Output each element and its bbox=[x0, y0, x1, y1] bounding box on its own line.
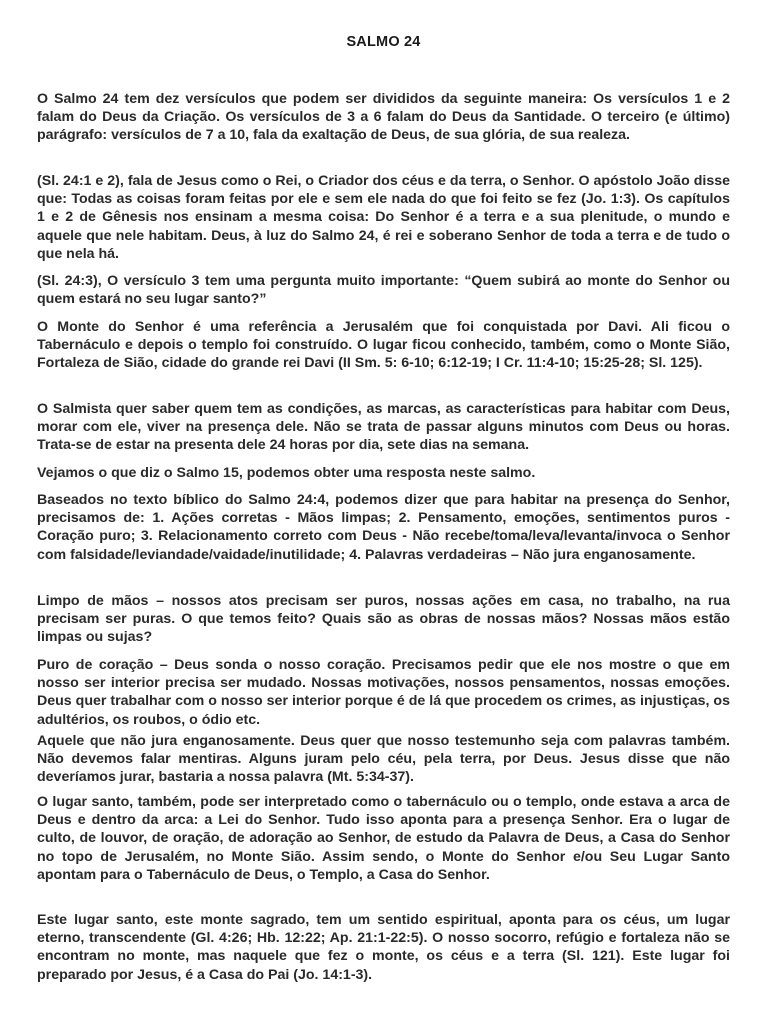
document-page bbox=[37, 0, 730, 1024]
paragraph-lugar-santo: O lugar santo, também, pode ser interpretado como o tabernáculo ou o templo, onde estava a arca de Deus e dentro da arca: a Lei do Senhor. Tudo isso aponta para a presença Senhor. Era o lugar de culto, de louvor, de oração, de adoração ao Senhor, de estudo da Palavra de Deus, a Casa do Senhor no topo de Jerusalém, no Monte Sião. Assim sendo, o Monte do Senhor e/ou Seu Lugar Santo apontam para o Tabernáculo de Deus, o Templo, a Casa do Senhor. bbox=[37, 794, 730, 883]
paragraph-sentido-espiritual: Este lugar santo, este monte sagrado, tem um sentido espiritual, aponta para os céus, um lugar eterno, transcendente (Gl. 4:26; Hb. 12:22; Ap. 21:1-22:5). O nosso socorro, refúgio e fortaleza não se encontram no monte, mas naquele que fez o monte, os céus e a terra (Sl. 121). Este lugar foi preparado por Jesus, é a Casa do Pai (Jo. 14:1-3). bbox=[37, 912, 730, 983]
paragraph-salmo-15: Vejamos o que diz o Salmo 15, podemos obter uma resposta neste salmo. bbox=[37, 465, 536, 481]
paragraph-verses-1-2: (Sl. 24:1 e 2), fala de Jesus como o Rei, o Criador dos céus e da terra, o Senhor. O apóstolo João disse que: Todas as coisas foram feitas por ele e sem ele nada do que foi feito se fez (Jo. 1:3). Os capítulos 1 e 2 de Gênesis nos ensinam a mesma coisa: Do Senhor é a terra e a sua plenitude, o mundo e aquele que nele habitam. Deus, à luz do Salmo 24, é rei e soberano Senhor de toda a terra e de tudo o que nela há. bbox=[37, 173, 730, 262]
paragraph-monte-do-senhor: O Monte do Senhor é uma referência a Jerusalém que foi conquistada por Davi. Ali ficou o Tabernáculo e depois o templo foi construído. O lugar ficou conhecido, também, como o Monte Sião, Fortaleza de Sião, cidade do grande rei Davi (II Sm. 5: 6-10; 6:12-19; I Cr. 11:4-10; 15:25-28; Sl. 125). bbox=[37, 319, 730, 372]
paragraph-salmista: O Salmista quer saber quem tem as condições, as marcas, as características para habitar com Deus, morar com ele, viver na presença dele. Não se trata de passar alguns minutos com Deus ou horas. Trata-se de estar na presenta dele 24 horas por dia, sete dias na semana. bbox=[37, 401, 730, 454]
paragraph-puro-de-coracao: Puro de coração – Deus sonda o nosso coração. Precisamos pedir que ele nos mostre o que em nosso ser interior precisa ser mudado. Nossas motivações, nossos pensamentos, nossas emoções. Deus quer trabalhar com o nosso ser interior porque é de lá que procedem os crimes, as injustiças, os adultérios, os roubos, o ódio etc. bbox=[37, 657, 730, 728]
paragraph-nao-jura: Aquele que não jura enganosamente. Deus quer que nosso testemunho seja com palavras também. Não devemos falar mentiras. Alguns juram pelo céu, pela terra, por Deus. Jesus disse que não deveríamos jurar, bastaria a nossa palavra (Mt. 5:34-37). bbox=[37, 733, 730, 786]
paragraph-salmo-24-4: Baseados no texto bíblico do Salmo 24:4, podemos dizer que para habitar na presença do Senhor, precisamos de: 1. Ações corretas - Mãos limpas; 2. Pensamento, emoções, sentimentos puros - Coração puro; 3. Relacionamento correto com Deus - Não recebe/toma/leva/levanta/invoca o Senhor com falsidade/leviandade/vaidade/inutilidade; 4. Palavras verdadeiras – Não jura enganosamente. bbox=[37, 492, 730, 563]
document-title: SALMO 24 bbox=[346, 34, 421, 50]
paragraph-limpo-de-maos: Limpo de mãos – nossos atos precisam ser puros, nossas ações em casa, no trabalho, na rua precisam ser puras. O que temos feito? Quais são as obras de nossas mãos? Nossas mãos estão limpas ou sujas? bbox=[37, 593, 730, 646]
paragraph-intro: O Salmo 24 tem dez versículos que podem ser divididos da seguinte maneira: Os versículos 1 e 2 falam do Deus da Criação. Os versículos de 3 a 6 falam do Deus da Santidade. O terceiro (e último) parágrafo: versículos de 7 a 10, fala da exaltação de Deus, de sua glória, de sua realeza. bbox=[37, 91, 730, 144]
paragraph-verse-3: (Sl. 24:3), O versículo 3 tem uma pergunta muito importante: “Quem subirá ao monte do Senhor ou quem estará no seu lugar santo?” bbox=[37, 273, 730, 308]
